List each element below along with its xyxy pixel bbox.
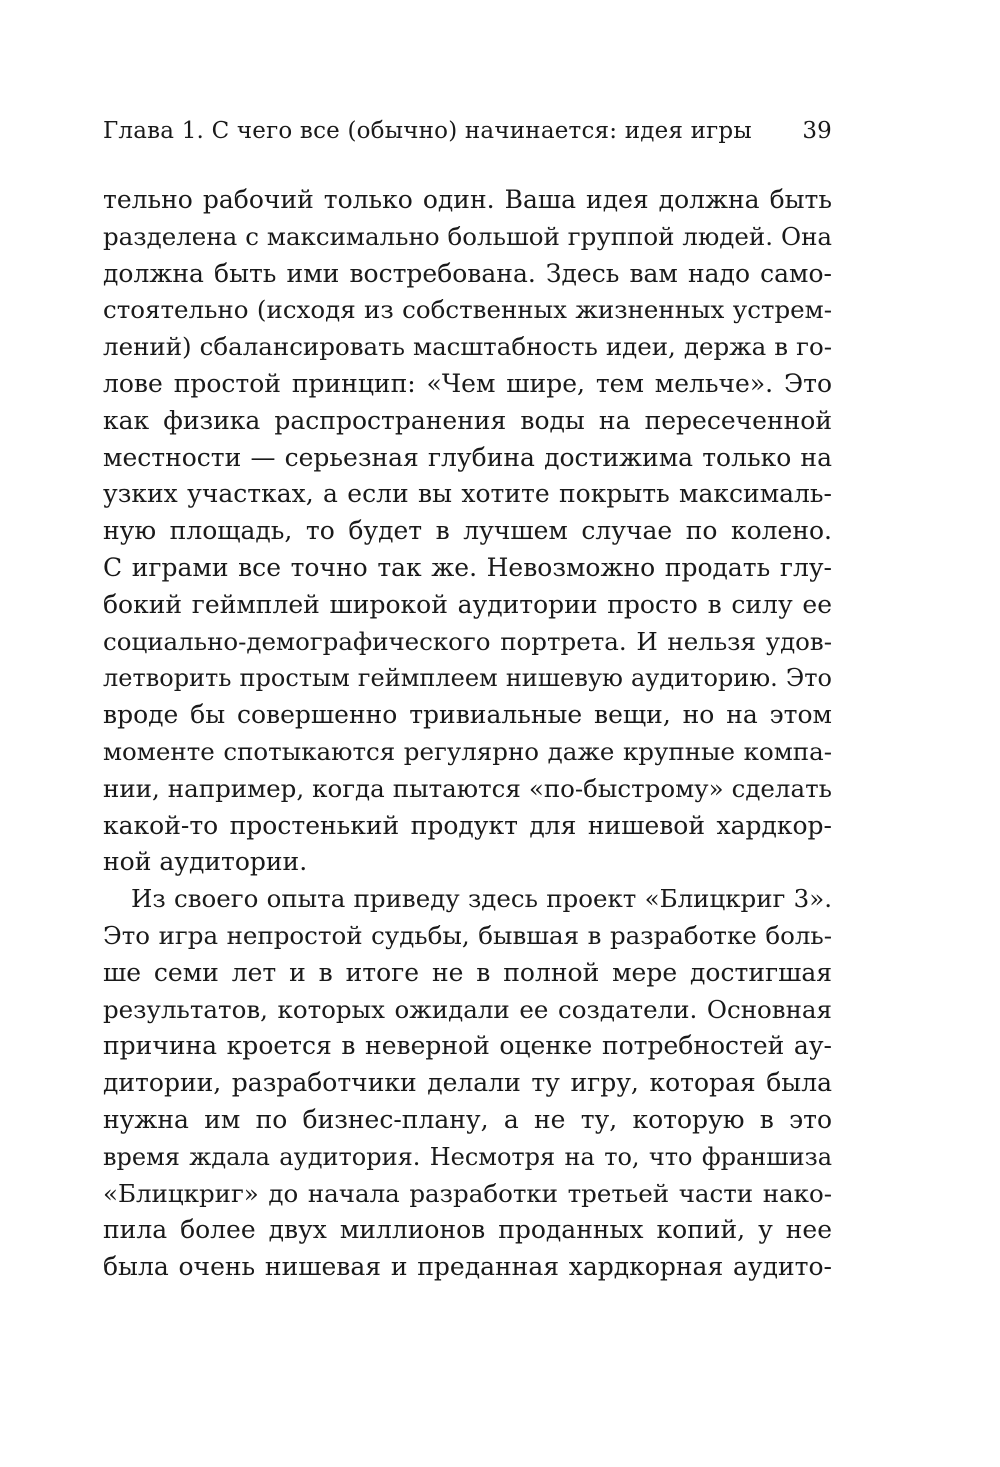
text-line: летворить простым геймплеем нишевую аудиторию. Это bbox=[103, 664, 832, 693]
text-line: ную площадь, то будет в лучшем случае по колено. bbox=[103, 516, 832, 546]
text-line: время ждала аудитория. Несмотря на то, что франшиза bbox=[103, 1142, 832, 1171]
text-line: была очень нишевая и преданная хардкорная аудито- bbox=[103, 1252, 832, 1282]
page-number: 39 bbox=[802, 118, 832, 144]
text-line: пила более двух миллионов проданных копий, у нее bbox=[103, 1215, 832, 1245]
text-line: социально-демографического портрета. И нельзя удов- bbox=[103, 626, 832, 656]
running-head bbox=[103, 114, 832, 148]
paragraph-1 bbox=[103, 182, 832, 881]
text-line: ше семи лет и в итоге не в полной мере достигшая bbox=[103, 957, 832, 987]
body-text bbox=[103, 182, 832, 1286]
text-line: бокий геймплей широкой аудитории просто в силу ее bbox=[103, 589, 832, 619]
text-line: лове простой принцип: «Чем шире, тем мельче». Это bbox=[103, 368, 832, 398]
text-line: ной аудитории. bbox=[103, 847, 308, 877]
text-line: С играми все точно так же. Невозможно продать глу- bbox=[103, 552, 832, 582]
text-line: моменте спотыкаются регулярно даже крупные компа- bbox=[103, 736, 832, 766]
text-line: причина кроется в неверной оценке потребностей ау- bbox=[103, 1031, 832, 1061]
text-line: нии, например, когда пытаются «по-быстрому» сделать bbox=[103, 773, 832, 803]
text-line: дитории, разработчики делали ту игру, которая была bbox=[103, 1068, 832, 1098]
text-line: разделена с максимально большой группой людей. Она bbox=[103, 221, 832, 251]
text-line: тельно рабочий только один. Ваша идея должна быть bbox=[103, 185, 832, 214]
text-line: результатов, которых ожидали ее создатели. Основная bbox=[103, 994, 832, 1024]
text-line: какой-то простенький продукт для нишевой хардкор- bbox=[103, 810, 832, 840]
text-line: стоятельно (исходя из собственных жизненных устрем- bbox=[103, 295, 832, 325]
text-line: узких участках, а если вы хотите покрыть максималь- bbox=[103, 479, 832, 509]
running-title: Глава 1. С чего все (обычно) начинается: идея игры bbox=[103, 118, 752, 144]
text-line: Из своего опыта приведу здесь проект «Блицкриг 3». bbox=[131, 884, 832, 914]
text-line: местности — серьезная глубина достижима только на bbox=[103, 442, 832, 472]
text-line: вроде бы совершенно тривиальные вещи, но на этом bbox=[103, 700, 832, 730]
text-line: «Блицкриг» до начала разработки третьей части нако- bbox=[103, 1178, 832, 1208]
text-line: нужна им по бизнес-плану, а не ту, которую в это bbox=[103, 1104, 832, 1134]
text-line: Это игра непростой судьбы, бывшая в разработке боль- bbox=[103, 920, 832, 950]
text-line: как физика распространения воды на пересеченной bbox=[103, 405, 832, 435]
paragraph-2 bbox=[103, 881, 832, 1286]
text-line: должна быть ими востребована. Здесь вам надо само- bbox=[103, 258, 832, 288]
text-line: лений) сбалансировать масштабность идеи, держа в го- bbox=[103, 332, 832, 362]
